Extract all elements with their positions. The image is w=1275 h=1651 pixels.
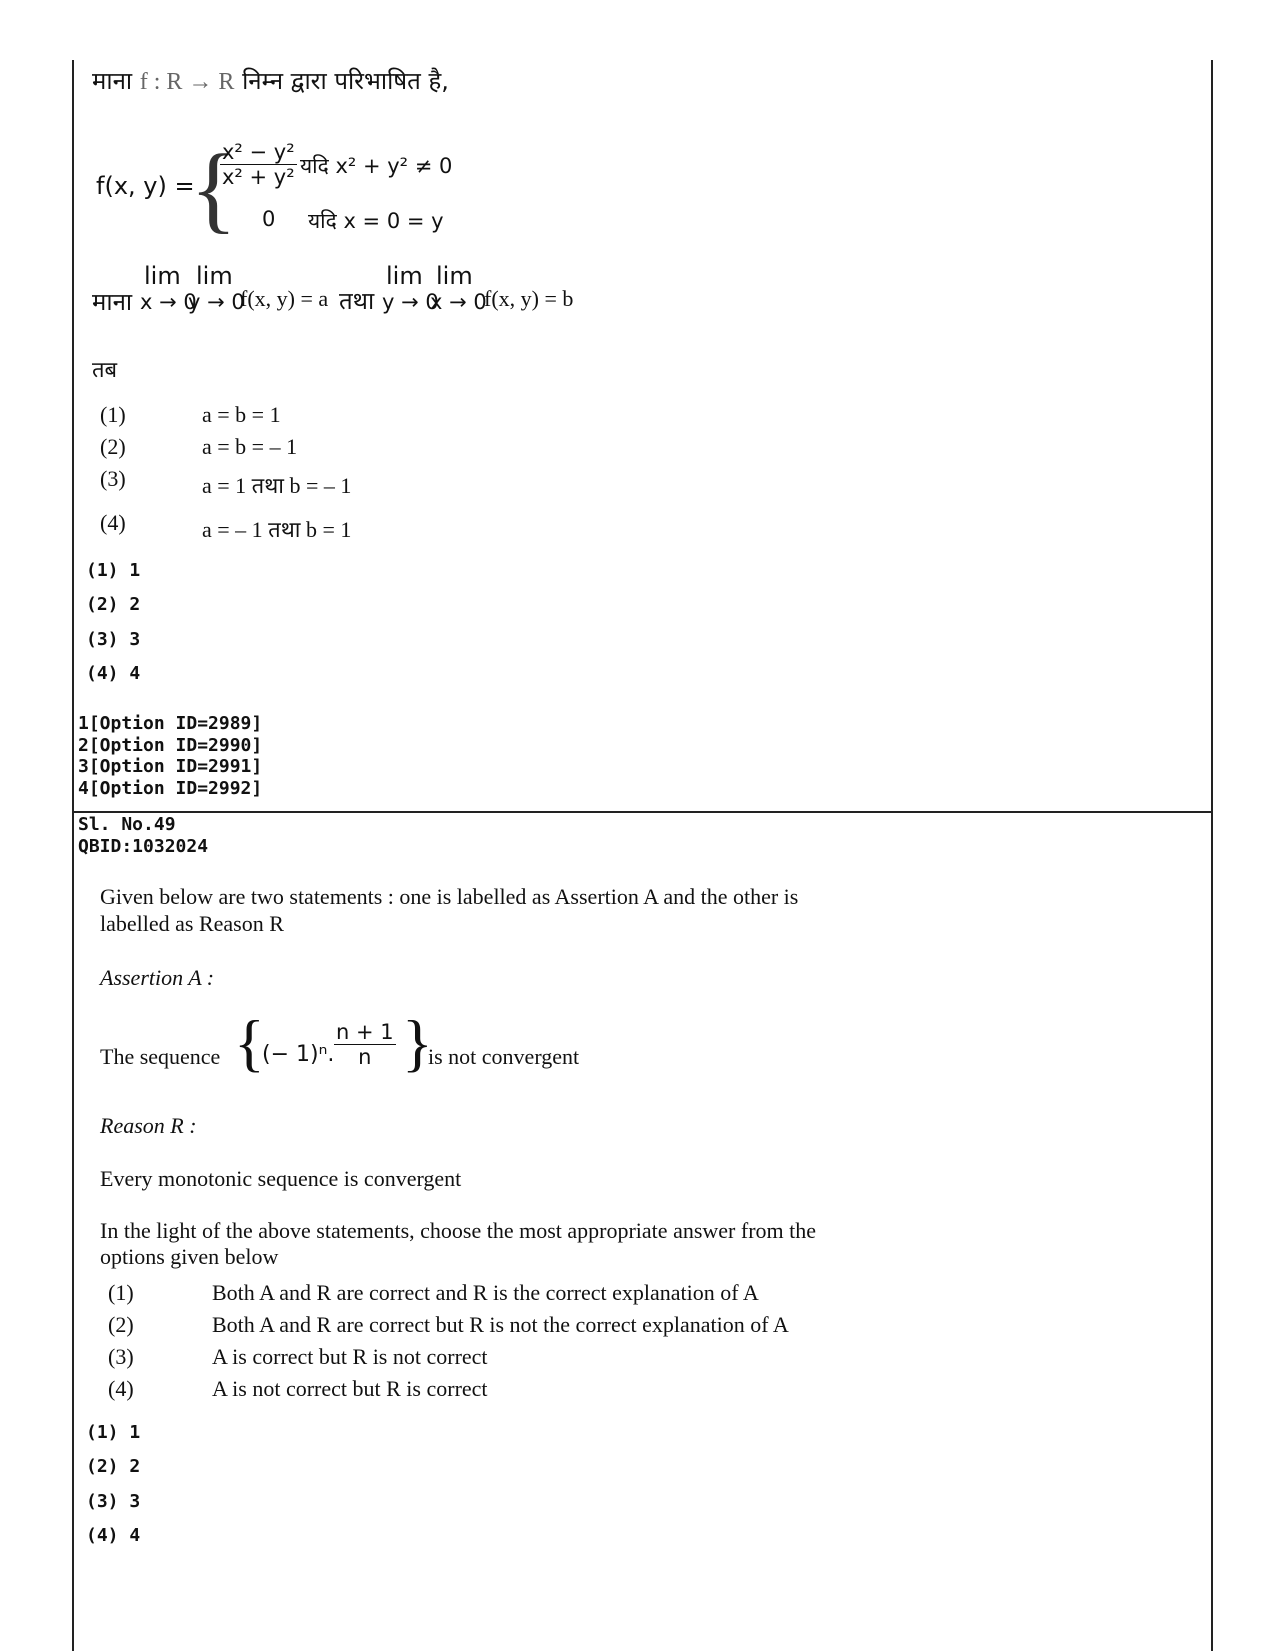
- q49-option-1-num: (1): [108, 1280, 134, 1305]
- q48-lim-and: तथा: [339, 287, 375, 315]
- q48-sub-x0-b: x → 0: [430, 290, 487, 314]
- q48-option-3-text: a = 1 तथा b = – 1: [202, 473, 352, 498]
- q49-sequence-close-brace: }: [402, 1007, 433, 1078]
- q48-option-id-2: 2[Option ID=2990]: [78, 735, 263, 756]
- q49-assertion-label: Assertion A :: [100, 965, 215, 990]
- q48-then: तब: [92, 358, 118, 383]
- q48-lim-4: lim: [436, 262, 473, 290]
- q48-piecewise-brace: {: [190, 135, 238, 243]
- q48-case1-numerator: x² − y²: [222, 140, 295, 164]
- q48-sub-y0-a: y → 0: [188, 290, 245, 314]
- q48-case1-fraction: [220, 140, 297, 189]
- q48-sub-y0-b: y → 0: [382, 290, 439, 314]
- q48-lim-prefix: माना: [92, 288, 133, 316]
- q48-intro: [92, 64, 449, 97]
- q48-case1-condition: यदि x² + y² ≠ 0: [300, 154, 453, 178]
- q48-option-4-text: a = – 1 तथा b = 1: [202, 517, 352, 542]
- q49-sequence-suffix: is not convergent: [428, 1044, 580, 1069]
- q49-option-3-text: A is correct but R is not correct: [212, 1344, 488, 1369]
- q49-answer-3[interactable]: (3) 3: [86, 1491, 141, 1512]
- q48-intro-suffix: निम्न द्वारा परिभाषित है,: [242, 67, 449, 95]
- q49-option-2-num: (2): [108, 1312, 134, 1337]
- q48-option-id-3: 3[Option ID=2991]: [78, 756, 263, 777]
- q49-option-3-num: (3): [108, 1344, 134, 1369]
- q49-qbid: QBID:1032024: [78, 836, 209, 857]
- left-border: [72, 60, 74, 1651]
- q49-serial-number: Sl. No.49: [78, 814, 176, 835]
- question-divider: [72, 811, 1213, 813]
- q48-sub-x0-a: x → 0: [140, 290, 197, 314]
- q48-case2-value: 0: [262, 207, 276, 231]
- q48-answer-1[interactable]: (1) 1: [86, 560, 141, 581]
- q48-intro-map: f : R → R: [139, 69, 235, 95]
- q48-intro-prefix: माना: [92, 67, 133, 95]
- q48-option-2-text: a = b = – 1: [202, 434, 298, 459]
- q48-lim-a: f(x, y) = a: [240, 286, 329, 311]
- q49-reason-text: Every monotonic sequence is convergent: [100, 1166, 462, 1191]
- q49-sequence-base: (− 1)ⁿ.: [262, 1042, 335, 1067]
- q49-option-4-text: A is not correct but R is correct: [212, 1376, 488, 1401]
- q48-case2-condition: यदि x = 0 = y: [308, 209, 444, 233]
- q49-sequence-numerator: n + 1: [336, 1020, 394, 1044]
- q49-statement-line1: Given below are two statements : one is labelled as Assertion A and the other is: [100, 884, 799, 909]
- q49-sequence-denominator: n: [334, 1044, 396, 1069]
- q49-sequence-prefix: The sequence: [100, 1044, 221, 1069]
- q48-option-3-num: (3): [100, 466, 126, 491]
- q49-answer-4[interactable]: (4) 4: [86, 1525, 141, 1546]
- q49-answer-2[interactable]: (2) 2: [86, 1456, 141, 1477]
- q49-option-1-text: Both A and R are correct and R is the correct explanation of A: [212, 1280, 759, 1305]
- q48-option-id-1: 1[Option ID=2989]: [78, 713, 263, 734]
- q48-lim-3: lim: [386, 262, 423, 290]
- q49-instruction-line1: In the light of the above statements, choose the most appropriate answer from the: [100, 1218, 817, 1243]
- q49-instruction-line2: options given below: [100, 1244, 279, 1269]
- right-border: [1211, 60, 1213, 1651]
- q49-statement-line2: labelled as Reason R: [100, 911, 284, 936]
- q48-lim-b: f(x, y) = b: [484, 286, 574, 311]
- q48-answer-2[interactable]: (2) 2: [86, 594, 141, 615]
- q48-function-label: f(x, y) =: [96, 172, 195, 200]
- q48-lim-1: lim: [144, 262, 181, 290]
- q48-lim-2: lim: [196, 262, 233, 290]
- q48-option-1-num: (1): [100, 402, 126, 427]
- q49-answer-1[interactable]: (1) 1: [86, 1422, 141, 1443]
- q49-option-2-text: Both A and R are correct but R is not the correct explanation of A: [212, 1312, 789, 1337]
- q48-answer-4[interactable]: (4) 4: [86, 663, 141, 684]
- q49-option-4-num: (4): [108, 1376, 134, 1401]
- q48-option-2-num: (2): [100, 434, 126, 459]
- q48-option-id-4: 4[Option ID=2992]: [78, 778, 263, 799]
- q48-case1-denominator: x² + y²: [222, 165, 295, 189]
- q48-option-1-text: a = b = 1: [202, 402, 281, 427]
- q48-option-4-num: (4): [100, 510, 126, 535]
- q49-sequence-fraction: [334, 1020, 396, 1069]
- q48-answer-3[interactable]: (3) 3: [86, 629, 141, 650]
- q49-reason-label: Reason R :: [100, 1113, 197, 1138]
- q49-sequence-open-brace: {: [234, 1007, 265, 1078]
